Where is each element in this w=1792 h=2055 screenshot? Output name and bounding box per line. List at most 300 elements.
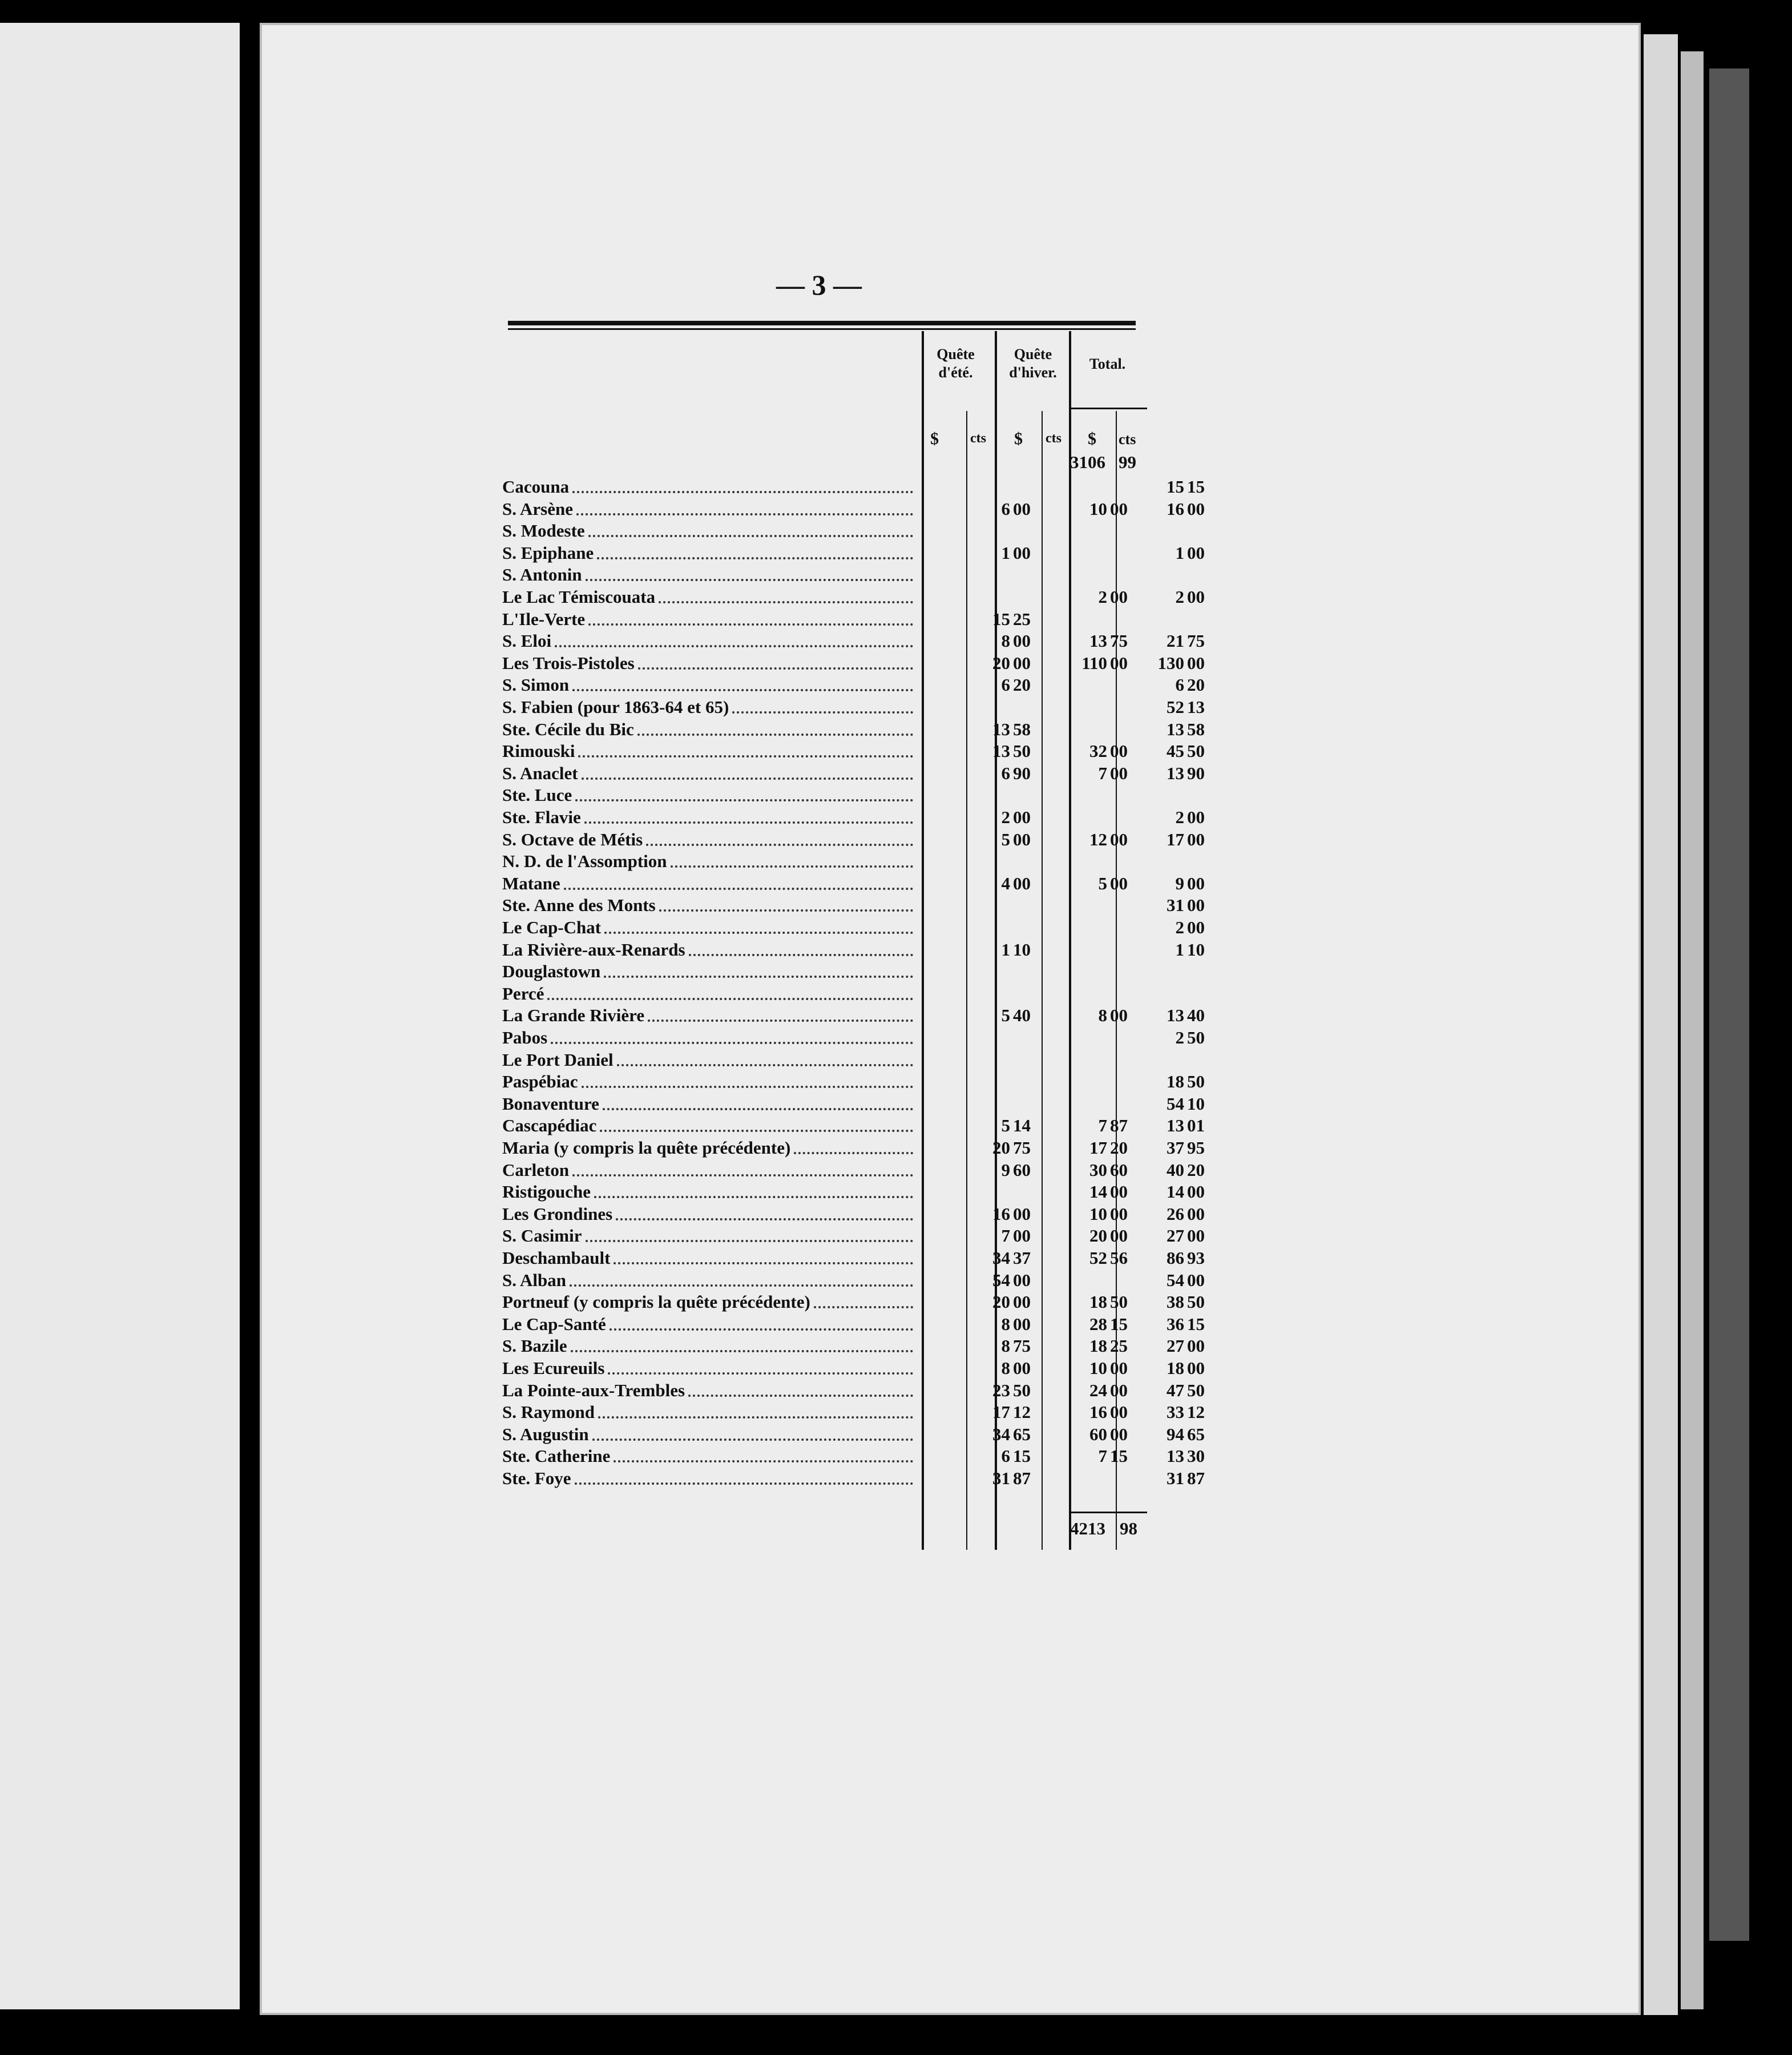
total-dollars: 2 (1175, 1028, 1184, 1047)
dot-leader (614, 1458, 913, 1462)
total-dollars: 2 (1175, 807, 1184, 827)
total-cents: 15 (1187, 477, 1205, 497)
cents-unit: cts (1119, 431, 1136, 448)
total-cents: 65 (1187, 1424, 1205, 1444)
summer-dollars: 34 (992, 1248, 1010, 1268)
total-dollars: 17 (1167, 829, 1184, 849)
total-dollars: 40 (1167, 1159, 1184, 1180)
facing-page (0, 23, 240, 2009)
winter-dollars: 28 (1089, 1313, 1107, 1334)
parish-name: S. Eloi (502, 631, 552, 651)
dot-leader (584, 819, 913, 824)
parish-name: Carleton (502, 1159, 570, 1180)
total-dollars: 14 (1167, 1182, 1184, 1202)
parish-name: Bonaventure (502, 1093, 599, 1114)
winter-cents: 60 (1110, 1159, 1128, 1180)
table-row (502, 1005, 1205, 1026)
total-dollars: 27 (1167, 1226, 1184, 1246)
total-cents: 50 (1187, 1380, 1205, 1400)
dot-leader (688, 1392, 913, 1397)
total-dollars: 16 (1167, 498, 1184, 519)
dot-leader (570, 1282, 913, 1287)
total-cents: 50 (1187, 1292, 1205, 1312)
winter-cents: 00 (1110, 741, 1128, 761)
table-row (502, 1401, 1205, 1423)
total-dollars: 33 (1167, 1402, 1184, 1423)
total-dollars: 38 (1167, 1292, 1184, 1312)
total-dollars: 18 (1167, 1071, 1184, 1092)
total-dollars: 9 (1175, 873, 1184, 893)
summer-dollars: 6 (1001, 498, 1010, 519)
winter-cents: 00 (1110, 1226, 1128, 1246)
total-cents: 13 (1187, 697, 1205, 717)
total-cents: 01 (1187, 1115, 1205, 1136)
total-dollars: 13 (1167, 1115, 1184, 1136)
page-edge (1709, 68, 1749, 1941)
table-row (502, 1335, 1205, 1357)
summer-dollars: 13 (992, 741, 1010, 761)
total-dollars: 130 (1157, 652, 1184, 673)
summer-dollars: 31 (992, 1468, 1010, 1488)
table-row (502, 939, 1205, 961)
table-row (502, 1049, 1147, 1071)
summer-dollars: 23 (992, 1380, 1010, 1400)
table-row (502, 674, 1205, 696)
winter-cents: 00 (1110, 498, 1128, 519)
dot-leader (551, 1039, 913, 1044)
total-cents: 15 (1187, 1313, 1205, 1334)
table-row (502, 1093, 1205, 1115)
summer-dollars: 7 (1001, 1226, 1010, 1246)
dot-leader (814, 1304, 913, 1308)
summer-cents: 65 (1013, 1424, 1031, 1444)
summer-cents: 58 (1013, 719, 1031, 739)
summer-dollars: 8 (1001, 1313, 1010, 1334)
summer-cents: 00 (1013, 1203, 1031, 1224)
header-total: Total. (1089, 356, 1126, 372)
winter-dollars: 8 (1098, 1005, 1107, 1026)
summer-dollars: 6 (1001, 1446, 1010, 1466)
dot-leader (604, 973, 913, 978)
dot-leader (547, 996, 913, 1000)
summer-dollars: 16 (992, 1203, 1010, 1224)
total-cents: 00 (1187, 652, 1205, 673)
table-row (502, 961, 1147, 982)
winter-dollars: 24 (1089, 1380, 1107, 1400)
dot-leader (572, 489, 913, 493)
total-cents: 40 (1187, 1005, 1205, 1026)
total-dollars: 15 (1167, 477, 1184, 497)
parish-name: Les Grondines (502, 1203, 613, 1224)
winter-dollars: 14 (1089, 1182, 1107, 1202)
top-rule (508, 321, 1136, 325)
total-cents: 00 (1187, 807, 1205, 827)
total-dollars: 13 (1167, 719, 1184, 739)
parish-name: Ste. Catherine (502, 1446, 611, 1466)
dot-leader (794, 1150, 913, 1154)
table-row (502, 873, 1205, 894)
table-row (502, 586, 1205, 608)
dot-leader (659, 599, 913, 603)
summer-cents: 00 (1013, 498, 1031, 519)
parish-name: Le Cap-Chat (502, 917, 602, 937)
summer-dollars: 6 (1001, 675, 1010, 695)
parish-name: S. Arsène (502, 498, 573, 519)
summer-dollars: 8 (1001, 1358, 1010, 1378)
parish-name: S. Raymond (502, 1402, 595, 1423)
carried-forward-cents: 99 (1119, 452, 1136, 472)
table-row (502, 1225, 1205, 1247)
summer-cents: 00 (1013, 631, 1031, 651)
parish-name: Le Port Daniel (502, 1049, 614, 1070)
winter-dollars: 2 (1098, 587, 1107, 607)
total-dollars: 37 (1167, 1138, 1184, 1158)
summer-cents: 12 (1013, 1402, 1031, 1423)
total-dollars: 18 (1167, 1358, 1184, 1378)
total-cents: 95 (1187, 1138, 1205, 1158)
parish-name: La Pointe-aux-Trembles (502, 1380, 685, 1400)
winter-dollars: 10 (1089, 1358, 1107, 1378)
winter-dollars: 32 (1089, 741, 1107, 761)
dot-leader (594, 1194, 913, 1198)
parish-name: Ristigouche (502, 1182, 591, 1202)
parish-name: Douglastown (502, 961, 601, 982)
winter-dollars: 7 (1098, 1446, 1107, 1466)
parish-name: S. Augustin (502, 1424, 589, 1444)
table-row (502, 1468, 1205, 1489)
winter-dollars: 52 (1089, 1248, 1107, 1268)
summer-cents: 14 (1013, 1115, 1031, 1136)
winter-cents: 00 (1110, 829, 1128, 849)
winter-cents: 25 (1110, 1336, 1128, 1356)
table-row (502, 1137, 1205, 1159)
total-cents: 87 (1187, 1468, 1205, 1488)
table-row (502, 520, 1147, 542)
total-cents: 50 (1187, 741, 1205, 761)
table-row (502, 1247, 1205, 1269)
table-row (502, 542, 1205, 564)
dot-leader (648, 1017, 913, 1022)
winter-cents: 00 (1110, 1005, 1128, 1026)
parish-name: S. Antonin (502, 565, 582, 585)
summer-dollars: 20 (992, 652, 1010, 673)
total-dollars: 2 (1175, 917, 1184, 937)
dot-leader (588, 621, 913, 626)
parish-name: Les Trois-Pistoles (502, 652, 635, 673)
total-cents: 00 (1187, 1226, 1205, 1246)
dot-leader (637, 731, 913, 736)
dollar-unit: $ (930, 429, 939, 448)
dot-leader (575, 797, 913, 801)
dot-leader (571, 1348, 913, 1352)
parish-name: Ste. Luce (502, 785, 572, 805)
cents-unit: cts (970, 431, 986, 446)
header-rule (1070, 408, 1147, 409)
dot-leader (582, 775, 913, 780)
dot-leader (586, 577, 913, 581)
total-dollars: 21 (1167, 631, 1184, 651)
total-cents: 00 (1187, 1203, 1205, 1224)
total-dollars: 86 (1167, 1248, 1184, 1268)
winter-dollars: 17 (1089, 1138, 1107, 1158)
summer-cents: 87 (1013, 1468, 1031, 1488)
dot-leader (597, 555, 913, 559)
table-row (502, 763, 1205, 784)
total-cents: 00 (1187, 895, 1205, 916)
parish-name: Ste. Anne des Monts (502, 895, 656, 916)
table-row (502, 1027, 1205, 1049)
parish-name: Ste. Foye (502, 1468, 571, 1488)
total-cents: 50 (1187, 1028, 1205, 1047)
summer-dollars: 2 (1001, 807, 1010, 827)
winter-dollars: 7 (1098, 763, 1107, 783)
summer-cents: 20 (1013, 675, 1031, 695)
dot-leader (600, 1127, 913, 1132)
winter-dollars: 18 (1089, 1292, 1107, 1312)
parish-name: Cascapédiac (502, 1115, 597, 1136)
total-cents: 12 (1187, 1402, 1205, 1423)
summer-dollars: 5 (1001, 829, 1010, 849)
summer-dollars: 1 (1001, 542, 1010, 563)
parish-name: S. Bazile (502, 1336, 567, 1356)
summer-cents: 00 (1013, 652, 1031, 673)
header-quete-hiver: Quête d'hiver. (1009, 346, 1057, 381)
table-row (502, 983, 1147, 1005)
total-cents: 50 (1187, 1071, 1205, 1092)
dot-leader (555, 643, 913, 647)
table-row (502, 1380, 1205, 1401)
summer-cents: 40 (1013, 1005, 1031, 1026)
table-row (502, 1181, 1205, 1203)
summer-cents: 50 (1013, 1380, 1031, 1400)
total-cents: 90 (1187, 763, 1205, 783)
total-dollars: 47 (1167, 1380, 1184, 1400)
dot-leader (732, 709, 913, 714)
dot-leader (564, 885, 913, 890)
summer-dollars: 1 (1001, 939, 1010, 960)
total-cents: 00 (1187, 498, 1205, 519)
summer-dollars: 17 (992, 1402, 1010, 1423)
dot-leader (588, 533, 913, 537)
total-dollars: 52 (1167, 697, 1184, 717)
parish-name: Maria (y compris la quête précédente) (502, 1138, 791, 1158)
summer-cents: 75 (1013, 1138, 1031, 1158)
total-cents: 00 (1187, 1336, 1205, 1356)
total-cents: 00 (1187, 1358, 1205, 1378)
summer-cents: 00 (1013, 1226, 1031, 1246)
page-number: — 3 — (776, 269, 862, 301)
total-cents: 93 (1187, 1248, 1205, 1268)
parish-name: Matane (502, 873, 560, 893)
parish-name: Portneuf (y compris la quête précédente) (502, 1292, 810, 1312)
winter-dollars: 16 (1089, 1402, 1107, 1423)
dot-leader (659, 907, 913, 912)
total-dollars: 54 (1167, 1270, 1184, 1290)
winter-cents: 00 (1110, 763, 1128, 783)
summer-dollars: 20 (992, 1138, 1010, 1158)
parish-name: S. Anaclet (502, 763, 578, 783)
total-cents: 58 (1187, 719, 1205, 739)
dot-leader (689, 952, 913, 956)
summer-cents: 00 (1013, 1292, 1031, 1312)
summer-dollars: 9 (1001, 1159, 1010, 1180)
header-quete-ete: Quête d'été. (937, 346, 975, 381)
table-row (502, 1357, 1205, 1379)
table-row (502, 917, 1205, 938)
dot-leader (608, 1370, 913, 1375)
winter-cents: 15 (1110, 1313, 1128, 1334)
total-cents: 00 (1187, 542, 1205, 563)
winter-dollars: 110 (1081, 652, 1107, 673)
total-dollars: 45 (1167, 741, 1184, 761)
total-cents: 00 (1187, 587, 1205, 607)
total-dollars: 13 (1167, 1446, 1184, 1466)
total-dollars: 2 (1175, 587, 1184, 607)
summer-cents: 25 (1013, 609, 1031, 629)
table-row (502, 851, 1147, 872)
dot-leader (586, 1238, 913, 1242)
top-rule (508, 328, 1136, 330)
table-row (502, 564, 1147, 586)
total-dollars: 1 (1175, 542, 1184, 563)
dot-leader (576, 511, 913, 515)
dot-leader (646, 841, 913, 846)
parish-name: S. Octave de Métis (502, 829, 643, 849)
winter-dollars: 5 (1098, 873, 1107, 893)
winter-cents: 00 (1110, 1182, 1128, 1202)
parish-name: La Grande Rivière (502, 1005, 645, 1026)
summer-dollars: 13 (992, 719, 1010, 739)
summer-cents: 00 (1013, 829, 1031, 849)
total-cents: 00 (1187, 1270, 1205, 1290)
dot-leader (617, 1062, 913, 1066)
total-cents: 20 (1187, 1159, 1205, 1180)
table-row (502, 652, 1205, 674)
summer-cents: 50 (1013, 741, 1031, 761)
total-cents: 10 (1187, 939, 1205, 960)
grand-total-dollars: 4213 (1070, 1518, 1105, 1538)
winter-cents: 50 (1110, 1292, 1128, 1312)
winter-cents: 87 (1110, 1115, 1128, 1136)
winter-cents: 15 (1110, 1446, 1128, 1466)
parish-name: Le Cap-Santé (502, 1313, 606, 1334)
parish-name: La Rivière-aux-Renards (502, 939, 685, 960)
summer-cents: 90 (1013, 763, 1031, 783)
total-dollars: 26 (1167, 1203, 1184, 1224)
winter-dollars: 12 (1089, 829, 1107, 849)
parish-name: Deschambault (502, 1248, 611, 1268)
parish-name: S. Modeste (502, 521, 585, 541)
summer-dollars: 6 (1001, 763, 1010, 783)
winter-cents: 00 (1110, 587, 1128, 607)
table-row (502, 807, 1205, 828)
dot-leader (578, 753, 913, 757)
parish-name: Cacouna (502, 477, 570, 497)
winter-dollars: 20 (1089, 1226, 1107, 1246)
dot-leader (616, 1216, 913, 1220)
winter-dollars: 10 (1089, 498, 1107, 519)
summer-cents: 37 (1013, 1248, 1031, 1268)
parish-name: Ste. Flavie (502, 807, 581, 827)
summer-cents: 00 (1013, 807, 1031, 827)
parish-name: Ste. Cécile du Bic (502, 719, 634, 739)
dot-leader (638, 665, 913, 670)
winter-cents: 00 (1110, 652, 1128, 673)
parish-name: Percé (502, 983, 544, 1004)
winter-cents: 00 (1110, 1424, 1128, 1444)
winter-cents: 20 (1110, 1138, 1128, 1158)
total-dollars: 54 (1167, 1093, 1184, 1114)
winter-dollars: 13 (1089, 631, 1107, 651)
summer-cents: 00 (1013, 873, 1031, 893)
table-row (502, 784, 1147, 806)
summer-dollars: 4 (1001, 873, 1010, 893)
summer-dollars: 34 (992, 1424, 1010, 1444)
winter-dollars: 18 (1089, 1336, 1107, 1356)
total-cents: 20 (1187, 675, 1205, 695)
dot-leader (603, 1106, 913, 1110)
total-dollars: 31 (1167, 895, 1184, 916)
parish-name: Pabos (502, 1028, 548, 1047)
total-cents: 10 (1187, 1093, 1205, 1114)
table-row (502, 1203, 1205, 1225)
total-cents: 75 (1187, 631, 1205, 651)
carried-forward-dollars: 3106 (1070, 452, 1105, 472)
table-row (502, 476, 1205, 498)
summer-cents: 00 (1013, 1313, 1031, 1334)
parish-name: Rimouski (502, 741, 575, 761)
parish-name: S. Fabien (pour 1863-64 et 65) (502, 697, 729, 717)
total-rule (1070, 1512, 1147, 1513)
dot-leader (598, 1414, 913, 1419)
total-cents: 00 (1187, 917, 1205, 937)
parish-name: Paspébiac (502, 1071, 578, 1092)
total-dollars: 1 (1175, 939, 1184, 960)
total-dollars: 31 (1167, 1468, 1184, 1488)
summer-dollars: 5 (1001, 1005, 1010, 1026)
table-row (502, 1445, 1205, 1467)
winter-cents: 00 (1110, 1380, 1128, 1400)
total-dollars: 27 (1167, 1336, 1184, 1356)
winter-cents: 00 (1110, 873, 1128, 893)
dot-leader (592, 1436, 913, 1441)
page-edge (1681, 51, 1704, 2009)
summer-cents: 10 (1013, 939, 1031, 960)
summer-cents: 00 (1013, 542, 1031, 563)
dot-leader (582, 1083, 913, 1088)
table-row (502, 609, 1147, 630)
table-row (502, 829, 1205, 851)
winter-cents: 00 (1110, 1358, 1128, 1378)
winter-dollars: 10 (1089, 1203, 1107, 1224)
parish-name: N. D. de l'Assomption (502, 851, 667, 872)
parish-name: S. Epiphane (502, 542, 594, 563)
dot-leader (572, 687, 913, 691)
summer-dollars: 20 (992, 1292, 1010, 1312)
dot-leader (604, 929, 913, 934)
dollar-unit: $ (1014, 429, 1023, 448)
parish-name: Les Ecureuils (502, 1358, 605, 1378)
table-row (502, 696, 1205, 718)
total-cents: 00 (1187, 873, 1205, 893)
table-row (502, 1313, 1205, 1335)
parish-name: L'Ile-Verte (502, 609, 586, 629)
winter-cents: 00 (1110, 1402, 1128, 1423)
summer-dollars: 15 (992, 609, 1010, 629)
table-row (502, 1159, 1205, 1181)
winter-dollars: 60 (1089, 1424, 1107, 1444)
winter-cents: 56 (1110, 1248, 1128, 1268)
